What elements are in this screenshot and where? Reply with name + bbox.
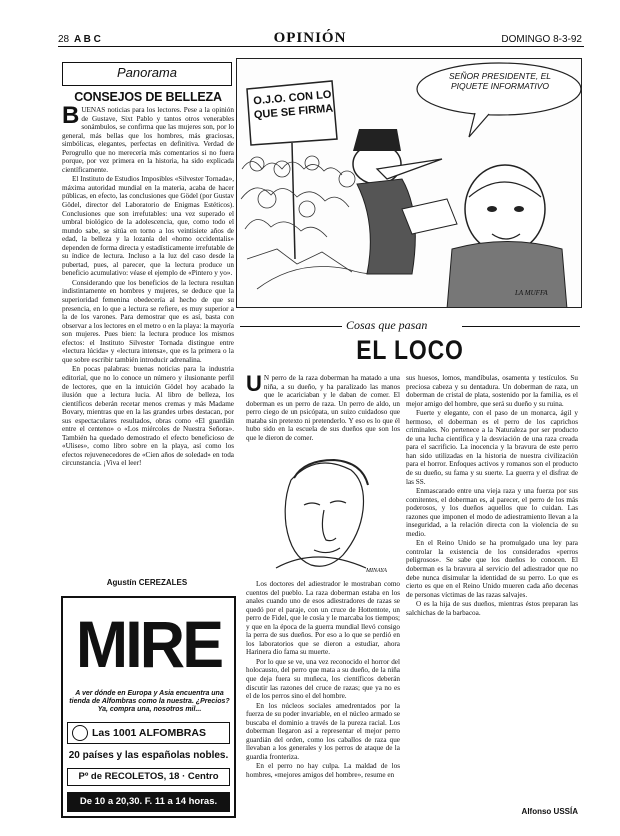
ad-logo-icon bbox=[72, 725, 88, 741]
page-number: 28 bbox=[58, 34, 70, 45]
dropcap: U bbox=[246, 374, 262, 396]
cosas-kicker: Cosas que pasan bbox=[346, 318, 428, 332]
cosas-col-1: U N perro de la raza doberman ha matado a una niña, a su dueño, y ha paralizado las manos que le acariciaban y le daban de comer. El doberman es un perro de raza. Un perro de aldo, un perro ciego de un psicópata, un suizo cuidadoso que mataba sin pretexto ni pretenderlo. Y eso es lo que él hubo sido en la escuela de sus dueños que son los que le dieron de comer. bbox=[246, 374, 400, 442]
ad-logo-text: Las 1001 ALFOMBRAS bbox=[92, 727, 206, 739]
panorama-label: Panorama bbox=[62, 62, 232, 86]
ad-line-2: Pº de RECOLETOS, 18 · Centro bbox=[67, 768, 230, 786]
cartoon-speech: SEÑOR PRESIDENTE, EL PIQUETE INFORMATIVO bbox=[448, 71, 552, 91]
portrait-sketch bbox=[246, 450, 396, 578]
cartoon-sign-text: O.J.O. CON LO QUE SE FIRMA bbox=[252, 88, 334, 122]
kicker-rule-right bbox=[462, 326, 580, 327]
cosas-headline: EL LOCO bbox=[356, 335, 464, 365]
cartoon-signature: LA MUFFA bbox=[515, 289, 548, 297]
cosas-col-3: sus huesos, lomos, mandíbulas, osamenta y testículos. Su preciosa cabeza y su dentadura. Un doberman de raza, un doberman de cristal de plata, sostenido por la familia, es el mejor amigo del hombre, que será su dueño y su ruina. Fuerte y elegante, con el paso de un monarca, ágil y hermoso, el doberman es el perro de los caprichos criminales. No pertenece a la Naturaleza por ser producto de una lucha científica y la desviación de una raza creada para el sacrificio. La inocencia y la bravura de este perro han sido utilizadas en la historia de nuestra civilización para el horror. Enfoques activos y romanos son el producto de su dueño, su fama y su suerte. La guerra y el disfraz de las SS. Enmascarado entre una vieja raza y una fuerza por sus comitentes, el doberman es, al parecer, el perro de los más poderosos, y los dueños aquellos que lo cuidan. Las razones que imponen el modo de adiestramiento llevan a la inseguridad, a la relación directa con la violencia de su medio. En el Reino Unido se ha promulgado una ley para controlar la existencia de los considerados «perros peligrosos». Se sabe que los dueños lo conocen. El doberman es la bravura al servicio del adiestrador que no debe nunca disimular la identidad de su perro. Lo que es cierto es que en el Reino Unido mueren cada año decenas de personas víctimas de las razas salvajes. O es la hija de sus dueños, mientras éstos preparan las salchichas de la barbacoa. bbox=[406, 374, 578, 617]
cosas-col-2: Los doctores del adiestrador le mostraban como cuentos del pueblo. La raza doberman estaba en los anales cuando uno de esos adiestradores de razas se quedó por el paraje, con un cruce de Hottentote, un perro de Fidel, que le cosía y le marcaba los tiempos; y que en la época de la guerra mundial llevó consigo la perra de sus dueños. Por eso a lo que se perdió en los laboratorios que se dieron a estudiar, ahora Harinera dio fama su muerte. Por lo que se ve, una vez reconocido el horror del holocausto, del perro que mata a su dueño, de la niña que deja fuera su muñeca, los científicos deberán discutir las razones del cruce de razas; que ya no es el de los perros sino el del hombre. En los núcleos sociales amedrentados por la fuerza de su poder invariable, en el núcleo armado se buscaba el dominio a través de la pureza racial. Los doberman llegaron así a representar el mejor perro guardián del orden, como los caballos de raza que llevaban a los generales y los perros de ataque de la guardia fronteriza. En el perro no hay culpa. La maldad de los hombres, «mejores amigos del hombre», resume en bbox=[246, 580, 400, 780]
ad-brand: MIRE bbox=[75, 607, 222, 681]
svg-text:MINAYA: MINAYA bbox=[366, 568, 387, 574]
ad-line-3: De 10 a 20,30. F. 11 a 14 horas. bbox=[67, 792, 230, 812]
ad-tagline: A ver dónde en Europa y Asia encuentra una tienda de Alfombras como la nuestra. ¿Precios? Ya, compra una, nosotros mil... bbox=[69, 690, 230, 713]
panorama-headline: CONSEJOS DE BELLEZA bbox=[74, 90, 222, 104]
issue-date: DOMINGO 8-3-92 bbox=[501, 34, 582, 45]
advertisement bbox=[61, 596, 236, 818]
panorama-article: BUENAS noticias para los lectores. Pese a la opinión de Gustave, Sixt Pablo y tantos otros venerables sonámbulos, se confirma que las mujeres son, por lo general, más bellas que los hombres, más graciosas, simbólicas, elegantes, perfectas en definitiva. Verdad de Perogrullo que no merecería más comentarios si no fuera porque, por vez primera en la historia, ha sido explicada científicamente. El Instituto de Estudios Imposibles «Silvester Tornada», máxima autoridad mundial en la materia, acaba de hacer públicas, en efecto, las conclusiones que Gödel (por Gustav Gödel, director del Laboratorio de Enigmas Estéticos). Conclusiones que son irrefutables: una vez superado el umbral biológico de la adolescencia, que, como todo el mundo sabe, se sitúa en torno a los veintisiete años de edad, la belleza y la lozanía del «homo occidentalis» dependen de forma directa y estadísticamente irrefutable de su índice de lectura. Incluso a la luz del caso desde la pubertad, pues, al parecer, que la lectura produce un beneficio acumulativo: véase el ejemplo de «Pintero y yo». Considerando que los beneficios de la lectura resultan indistintamente en hombres y mujeres, se deduce que la superioridad femenina obedecería al hecho de que su presencia, en lo que a lectura se refiere, es muy superior a la de los varones. Para demostrar que es así, basta con observar a los lectores en el metro o en la playa: la mayoría son mujeres. Pues bien: la lectura produce los mismos efectos: el Instituto Silvester Tornada distingue entre «lectura lúcida» y «lectura intensa», que es la primera o la que sobre escribir también introducir adrenalina. En pocas palabras: buenas noticias para la industria editorial, que no lo conoce un número y ilusionante perfil de lectores, que en la intuición Gödel hoy acabado la ilusión que a lectura lucia. Al libro de belleza, los científicos deberán recetar menos cremas y más Madame Bovary, mientras que en la las grandes urbes destacan, por sus espectaculares resultados, obras como «El guardián entre el centeno» o «Los miércoles de Nuestra Señora». También ha quedado demostrado el efecto beneficioso de «Ulises», como libro sobre en la playa, así como los efectos rejuvenecedores de «Cien años de soledad» en toda circunstancia. ¡Viva el leer! bbox=[62, 106, 234, 468]
publication-name: A B C bbox=[74, 34, 101, 45]
dropcap: B bbox=[62, 106, 80, 129]
editorial-cartoon bbox=[236, 58, 582, 308]
ad-logo-bar bbox=[67, 722, 230, 744]
panorama-signature: Agustín CEREZALES bbox=[106, 578, 188, 587]
header-rule bbox=[58, 46, 584, 47]
kicker-rule-left bbox=[240, 326, 342, 327]
ad-line-1: 20 países y las españolas nobles. bbox=[68, 750, 229, 761]
cosas-signature: Alfonso USSÍA bbox=[521, 807, 578, 816]
section-title: OPINIÓN bbox=[273, 30, 347, 46]
